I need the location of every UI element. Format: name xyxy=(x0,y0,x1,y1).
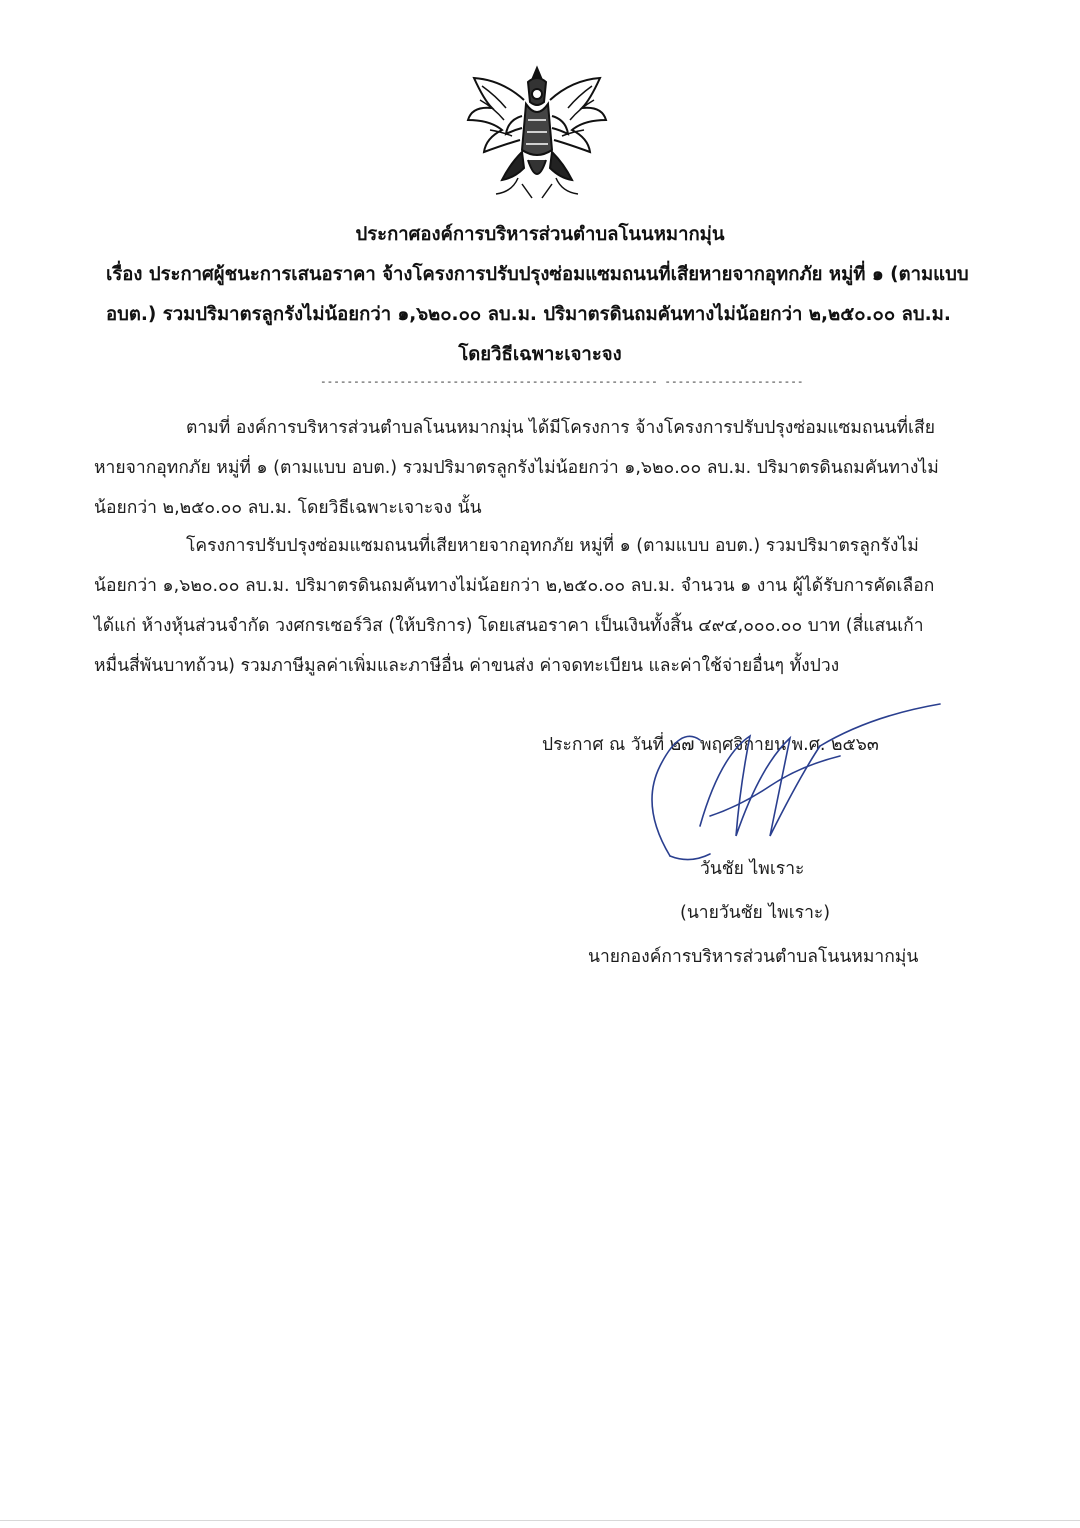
paragraph-1-line: หายจากอุทกภัย หมู่ที่ ๑ (ตามแบบ อบต.) รวมปริมาตรลูกรังไม่น้อยกว่า ๑,๖๒๐.๐๐ ลบ.ม. ปริมาตรดินถมคันทางไม่ xyxy=(94,458,939,478)
subject-line-1: เรื่อง ประกาศผู้ชนะการเสนอราคา จ้างโครงการปรับปรุงซ่อมแซมถนนที่เสียหายจากอุทกภัย หมู่ที่ ๑ (ตามแบบ xyxy=(106,264,969,285)
paragraph-1-line: ตามที่ องค์การบริหารส่วนตำบลโนนหมากมุ่น ได้มีโครงการ จ้างโครงการปรับปรุงซ่อมแซมถนนที่เสีย xyxy=(186,418,935,438)
announcement-title: ประกาศองค์การบริหารส่วนตำบลโนนหมากมุ่น xyxy=(355,224,725,245)
paragraph-2-line: โครงการปรับปรุงซ่อมแซมถนนที่เสียหายจากอุทกภัย หมู่ที่ ๑ (ตามแบบ อบต.) รวมปริมาตรลูกรังไม่ xyxy=(186,536,919,556)
subject-line-3: โดยวิธีเฉพาะเจาะจง xyxy=(458,344,622,365)
page-bottom-edge xyxy=(0,1520,1080,1521)
signed-name: วันชัย ไพเราะ xyxy=(700,859,805,879)
signer-position: นายกองค์การบริหารส่วนตำบลโนนหมากมุ่น xyxy=(588,947,919,967)
announcement-date: ประกาศ ณ วันที่ ๒๗ พฤศจิกายน พ.ศ. ๒๕๖๓ xyxy=(542,735,879,755)
garuda-emblem-icon xyxy=(462,60,612,210)
paragraph-2 xyxy=(94,526,984,686)
paragraph-1-line: น้อยกว่า ๒,๒๕๐.๐๐ ลบ.ม. โดยวิธีเฉพาะเจาะจง นั้น xyxy=(94,498,482,518)
divider-line: --------------------------------------------------- --------------------- xyxy=(320,375,804,388)
paragraph-2-line: น้อยกว่า ๑,๖๒๐.๐๐ ลบ.ม. ปริมาตรดินถมคันทางไม่น้อยกว่า ๒,๒๕๐.๐๐ ลบ.ม. จำนวน ๑ งาน ผู้ได้รับการคัดเลือก xyxy=(94,576,935,596)
paragraph-2-line: ได้แก่ ห้างหุ้นส่วนจำกัด วงศกรเซอร์วิส (ให้บริการ) โดยเสนอราคา เป็นเงินทั้งสิ้น ๔๙๔,๐๐๐.๐๐ บาท (สี่แสนเก้า xyxy=(94,616,924,636)
paragraph-2-line: หมื่นสี่พันบาทถ้วน) รวมภาษีมูลค่าเพิ่มและภาษีอื่น ค่าขนส่ง ค่าจดทะเบียน และค่าใช้จ่ายอื่นๆ ทั้งปวง xyxy=(94,656,840,676)
handwritten-signature xyxy=(640,696,960,876)
subject-line-2: อบต.) รวมปริมาตรลูกรังไม่น้อยกว่า ๑,๖๒๐.๐๐ ลบ.ม. ปริมาตรดินถมคันทางไม่น้อยกว่า ๒,๒๕๐.๐๐ ลบ.ม. xyxy=(106,304,951,325)
signer-full-name: (นายวันชัย ไพเราะ) xyxy=(680,903,831,923)
paragraph-1 xyxy=(94,408,984,528)
